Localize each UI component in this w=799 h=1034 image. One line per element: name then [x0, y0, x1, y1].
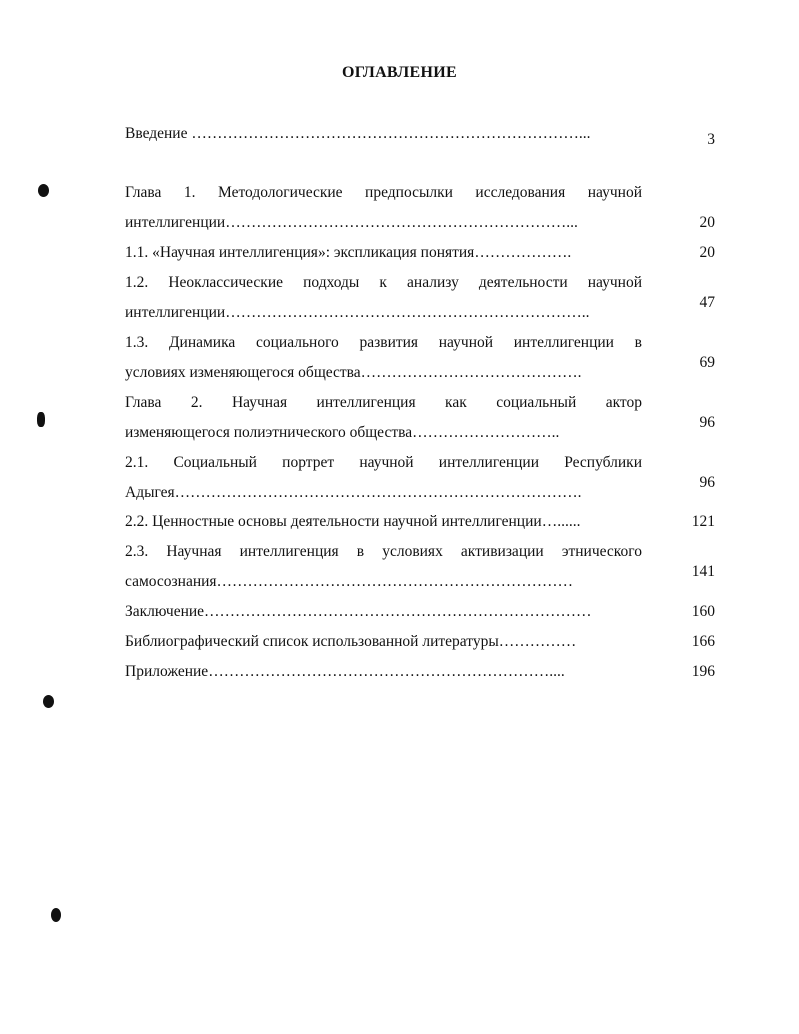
toc-page-number: 3 [707, 131, 715, 148]
toc-entry-text: Введение [125, 125, 188, 142]
toc-leader-dots: ………………………………………………………….... [208, 663, 565, 680]
toc-entry-line2: Адыгея……………………………………………………………………. [125, 484, 582, 501]
toc-entry-line2: изменяющегося полиэтнического общества……………………….. [125, 424, 560, 441]
toc-entry-text: Библиографический список использованной литературы [125, 633, 499, 650]
toc-entry-line1: 2.1. Социальный портрет научной интеллигенции Республики [125, 454, 642, 471]
toc-entry-line2: условиях изменяющегося общества……………………………………. [125, 364, 582, 381]
toc-page-number: 141 [691, 563, 715, 580]
toc-leader-dots: …………………………………………………………………... [187, 125, 591, 142]
toc-entry-section-2-1 [125, 448, 642, 508]
toc-entry-section-1-3 [125, 328, 642, 388]
toc-entry-chapter-1 [125, 178, 642, 238]
toc-entry-text: Заключение [125, 603, 205, 620]
toc-leader-dots: ………………. [474, 244, 572, 261]
page-title: ОГЛАВЛЕНИЕ [342, 64, 457, 81]
toc-entry-introduction [125, 119, 642, 149]
toc-page-number: 47 [699, 294, 715, 311]
toc-page-number: 96 [699, 474, 715, 491]
toc-page-number: 69 [699, 354, 715, 371]
toc-page-number: 196 [691, 663, 715, 680]
scan-mark [37, 412, 45, 427]
toc-leader-dots: ………………………………………………………………… [204, 603, 592, 620]
toc-page-number: 20 [699, 244, 715, 261]
scan-mark [38, 184, 49, 197]
scan-mark [43, 695, 54, 708]
toc-entry-line2: самосознания…………………………………………………………… [125, 573, 574, 590]
toc-entry-line1: 2.3. Научная интеллигенция в условиях активизации этнического [125, 543, 642, 560]
toc-page-number: 160 [691, 603, 715, 620]
toc-entry-text: 1.1. «Научная интеллигенция»: экспликация понятия [125, 244, 475, 261]
toc-entry-appendix [125, 657, 642, 687]
toc-leader-dots: …...... [541, 513, 581, 530]
toc-entry-section-1-1 [125, 238, 642, 268]
toc-entry-line2: интеллигенции…………………………………………………………….. [125, 304, 590, 321]
toc-entry-section-2-3 [125, 537, 642, 597]
toc-entry-text: Приложение [125, 663, 209, 680]
toc-entry-section-2-2 [125, 507, 642, 537]
toc-page-number: 20 [699, 214, 715, 231]
scan-mark [51, 908, 61, 922]
toc-entry-line1: 1.3. Динамика социального развития научной интеллигенции в [125, 334, 642, 351]
toc-leader-dots: …………… [498, 633, 577, 650]
toc-entry-line1: Глава 2. Научная интеллигенция как социальный актор [125, 394, 642, 411]
toc-entry-text: 2.2. Ценностные основы деятельности научной интеллигенции [125, 513, 542, 530]
toc-entry-chapter-2 [125, 388, 642, 448]
toc-entry-bibliography [125, 627, 642, 657]
toc-page-number: 166 [691, 633, 715, 650]
toc-entry-section-1-2 [125, 268, 642, 328]
toc-page-number: 121 [691, 513, 715, 530]
toc-entry-line1: Глава 1. Методологические предпосылки исследования научной [125, 184, 642, 201]
toc-entry-conclusion [125, 597, 642, 627]
toc-entry-line2: интеллигенции…………………………………………………………... [125, 214, 578, 231]
toc-page-number: 96 [699, 414, 715, 431]
toc-entry-line1: 1.2. Неоклассические подходы к анализу деятельности научной [125, 274, 642, 291]
